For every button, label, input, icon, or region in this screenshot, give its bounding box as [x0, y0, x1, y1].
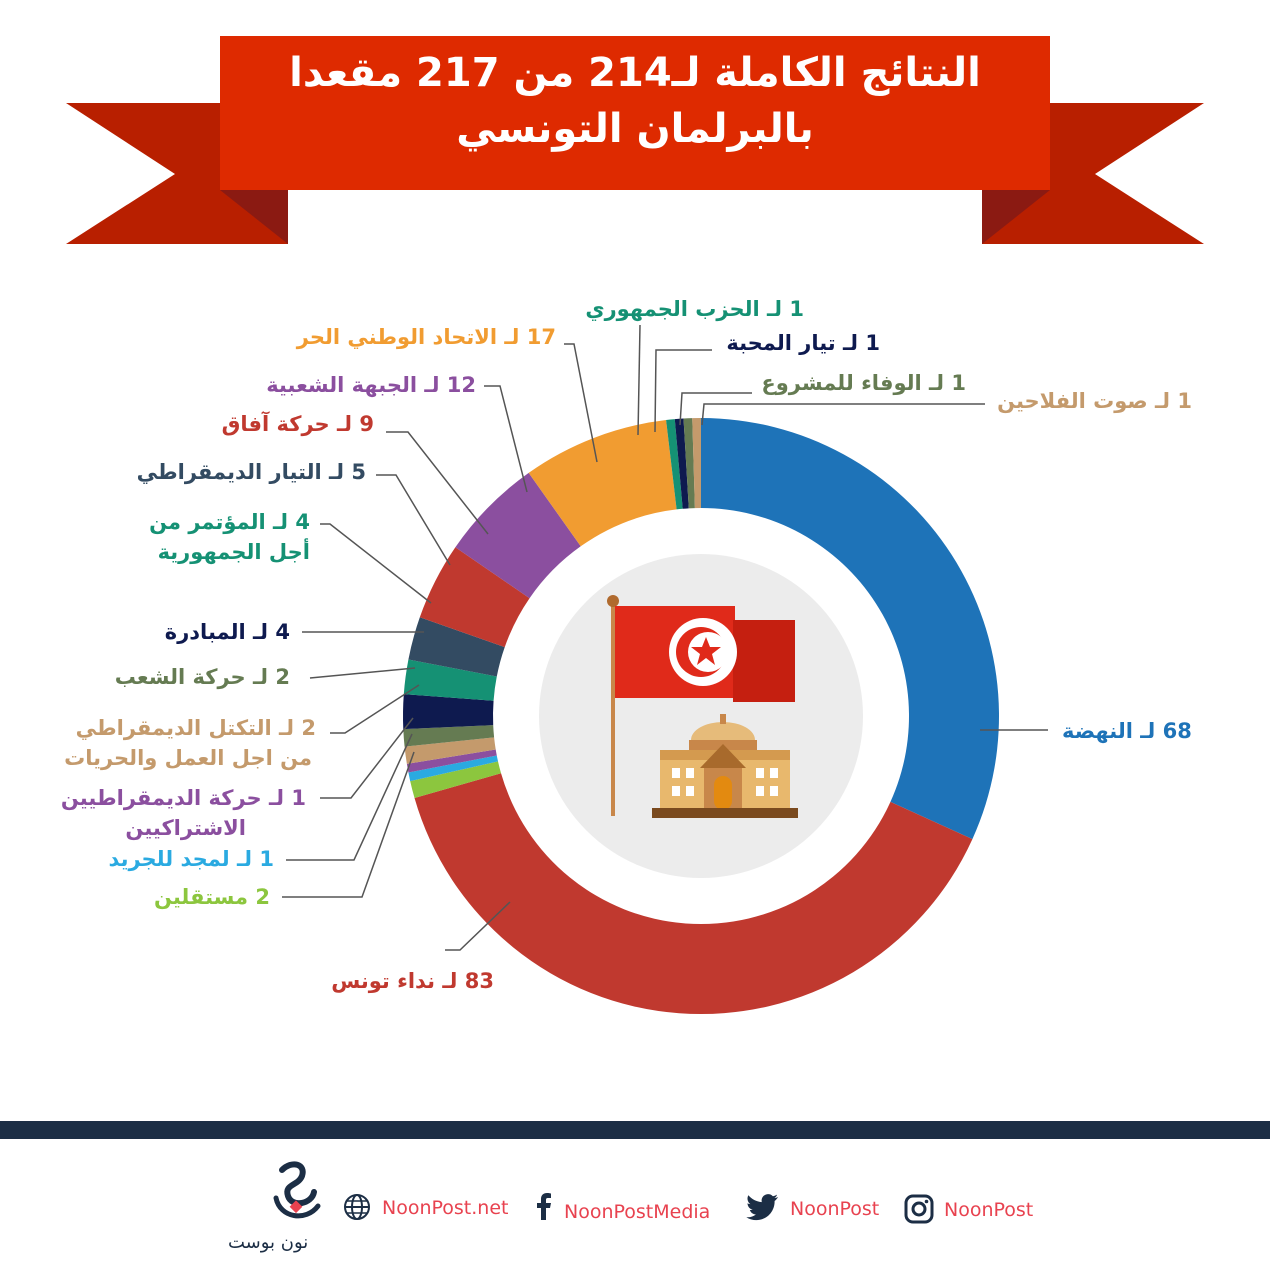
- label-wafa: 1 لـ الوفاء للمشروع: [761, 371, 966, 395]
- twitter-link[interactable]: NoonPost: [790, 1198, 880, 1220]
- label-joumhouri: 1 لـ الحزب الجمهوري: [585, 297, 804, 321]
- label-takatol-1: 2 لـ التكتل الديمقراطي: [75, 716, 316, 740]
- leader-mds: [320, 718, 413, 798]
- label-mahabba: 1 لـ تيار المحبة: [726, 331, 880, 355]
- leader-tayar: [376, 475, 450, 565]
- label-nahda: 68 لـ النهضة: [1062, 719, 1192, 743]
- website-link[interactable]: NoonPost.net: [382, 1197, 509, 1219]
- label-afek: 9 لـ حركة آفاق: [221, 412, 374, 436]
- brand-name: نون بوست: [228, 1232, 309, 1253]
- leader-joumhouri: [638, 325, 640, 435]
- facebook-link[interactable]: NoonPostMedia: [564, 1201, 711, 1223]
- leader-cpr: [320, 524, 431, 603]
- label-moubadara: 4 لـ المبادرة: [164, 620, 290, 644]
- leader-chaab: [310, 668, 415, 678]
- facebook-icon[interactable]: [535, 1192, 553, 1222]
- label-nidaa: 83 لـ نداء تونس: [331, 969, 494, 993]
- label-mds-1: 1 لـ حركة الديمقراطيين: [60, 786, 306, 810]
- label-cpr-1: 4 لـ المؤتمر من: [149, 510, 310, 534]
- label-mds-2: الاشتراكيين: [125, 816, 246, 840]
- label-tayar: 5 لـ التيار الديمقراطي: [136, 460, 366, 484]
- twitter-icon[interactable]: [746, 1192, 780, 1222]
- label-jabha: 12 لـ الجبهة الشعبية: [266, 373, 476, 397]
- label-cpr-2: أجل الجمهورية: [157, 540, 310, 564]
- leader-jabha: [484, 386, 527, 492]
- footer-bar: [0, 1121, 1270, 1139]
- brand-logo-icon: [262, 1158, 332, 1230]
- instagram-icon[interactable]: [904, 1194, 934, 1224]
- title-line-1: النتائج الكاملة لـ214 من 217 مقعدا: [289, 50, 981, 96]
- center-grey-disc: [539, 554, 863, 878]
- label-fallahin: 1 لـ صوت الفلاحين: [997, 389, 1192, 413]
- instagram-link[interactable]: NoonPost: [944, 1199, 1034, 1221]
- label-chaab: 2 لـ حركة الشعب: [114, 665, 290, 689]
- globe-icon[interactable]: [342, 1192, 372, 1222]
- label-upl: 17 لـ الاتحاد الوطني الحر: [296, 325, 556, 349]
- title-line-2: بالبرلمان التونسي: [456, 106, 814, 152]
- label-majd: 1 لـ لمجد للجريد: [108, 847, 274, 871]
- label-indep: 2 مستقلين: [153, 885, 270, 909]
- label-takatol-2: من اجل العمل والحريات: [64, 746, 312, 770]
